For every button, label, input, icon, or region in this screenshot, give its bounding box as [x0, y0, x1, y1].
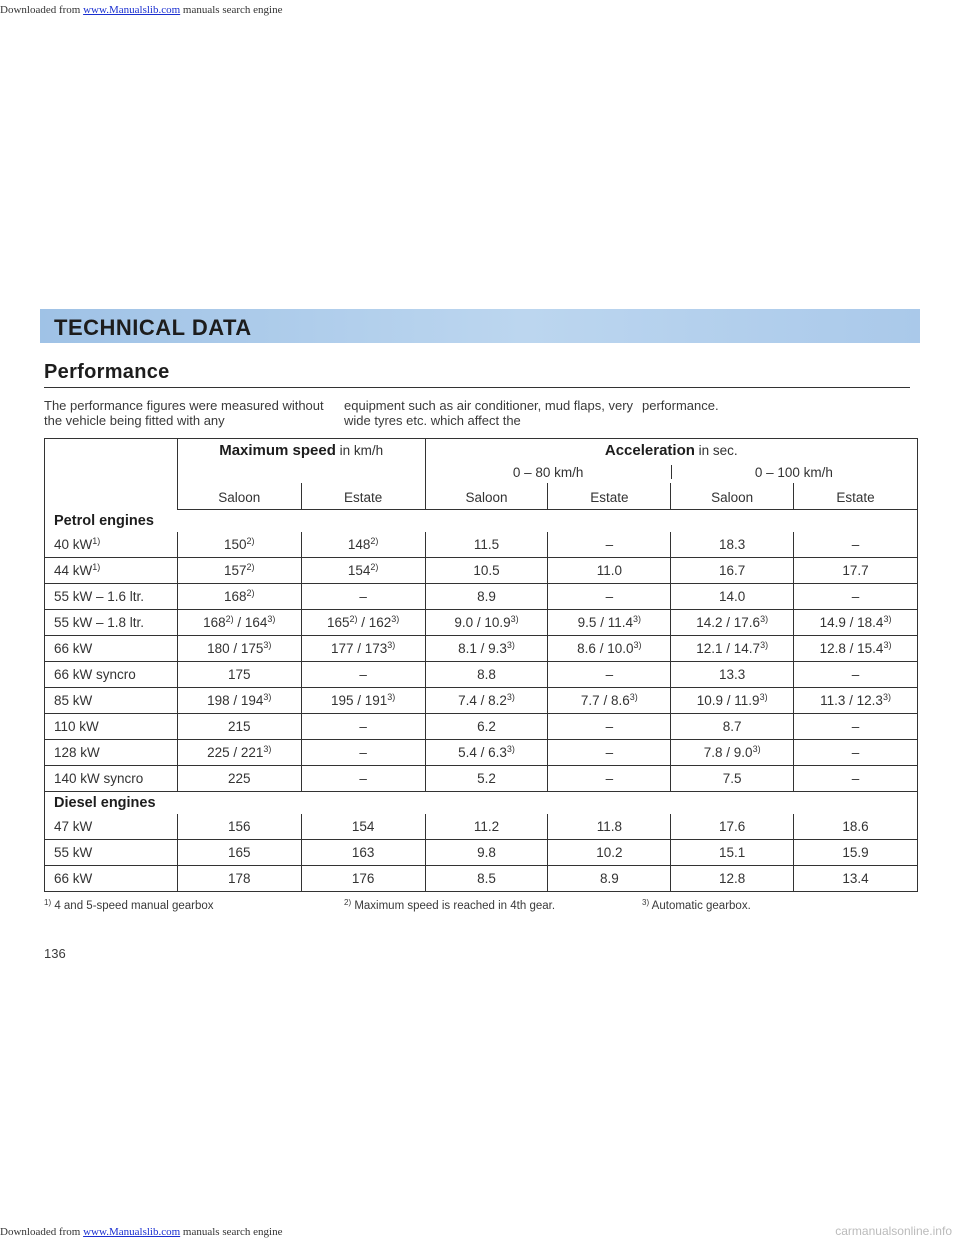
- cell-value: 178: [228, 871, 251, 886]
- source-link[interactable]: www.Manualslib.com: [83, 4, 181, 16]
- value-cell: [794, 740, 918, 766]
- cell-note: 3): [632, 614, 641, 624]
- value-cell: [671, 714, 794, 740]
- cell-value: 5.4 / 6.3: [458, 745, 507, 760]
- source-footer: [0, 1226, 960, 1238]
- value-cell: [794, 610, 918, 636]
- cell-value: 12.8: [719, 871, 746, 886]
- cell-note: 2): [370, 536, 379, 546]
- value-cell: [548, 840, 671, 866]
- cell-note: 3): [506, 744, 515, 754]
- col-head-estate-speed: [301, 483, 425, 510]
- col-head-saloon-80: [425, 483, 548, 510]
- engine-cell: [45, 636, 178, 662]
- engine-cell: [45, 714, 178, 740]
- max-speed-label: Maximum speed: [219, 441, 336, 459]
- table-row: [45, 610, 918, 636]
- cell-note: 3): [629, 692, 638, 702]
- cell-value-alt: / 162: [357, 615, 392, 630]
- cell-value: –: [359, 589, 367, 604]
- value-cell: [301, 584, 425, 610]
- range-100-header: [671, 461, 918, 483]
- cell-note: 3): [510, 614, 519, 624]
- table-row: [45, 866, 918, 892]
- cell-value: 13.3: [719, 667, 746, 682]
- engine-label: 47 kW: [54, 819, 93, 834]
- value-cell: [671, 662, 794, 688]
- value-cell: [425, 610, 548, 636]
- value-cell: [671, 814, 794, 840]
- value-cell: [425, 840, 548, 866]
- cell-note: 3): [506, 640, 515, 650]
- engine-cell: [45, 866, 178, 892]
- cell-value: –: [851, 745, 860, 760]
- engine-label: 55 kW – 1.8 ltr.: [54, 615, 145, 630]
- value-cell: [425, 714, 548, 740]
- col-label: Saloon: [465, 490, 508, 505]
- value-cell: [794, 584, 918, 610]
- value-cell: [177, 840, 301, 866]
- cell-value: 17.6: [719, 819, 746, 834]
- cell-note: 3): [882, 692, 891, 702]
- footer-prefix: Downloaded from: [0, 1226, 84, 1238]
- cell-value: 8.7: [722, 719, 742, 734]
- max-speed-header: [177, 439, 425, 462]
- col-head-estate-80: [548, 483, 671, 510]
- cell-value: 165: [228, 845, 251, 860]
- cell-note: 2): [225, 614, 234, 624]
- cell-value: 14.9 / 18.4: [819, 615, 884, 630]
- engine-cell: [45, 840, 178, 866]
- cell-value: –: [851, 667, 860, 682]
- col-head-saloon-speed: [177, 483, 301, 510]
- section-divider: [44, 387, 910, 388]
- performance-table: [44, 438, 918, 892]
- engine-cell: [45, 740, 178, 766]
- table-row: [45, 840, 918, 866]
- cell-value: 15.9: [842, 845, 869, 860]
- value-cell: [671, 688, 794, 714]
- engine-label: 128 kW: [54, 745, 100, 760]
- value-cell: [301, 610, 425, 636]
- cell-value: 10.5: [473, 563, 500, 578]
- section-title: Performance: [44, 361, 170, 383]
- cell-value: 168: [224, 589, 247, 604]
- cell-value: 14.2 / 17.6: [696, 615, 761, 630]
- table-row: [45, 662, 918, 688]
- cell-value: –: [605, 537, 614, 552]
- value-cell: [671, 636, 794, 662]
- diesel-engines-heading-label: Diesel engines: [45, 792, 918, 815]
- footnote-1: [44, 900, 214, 912]
- value-cell: [548, 610, 671, 636]
- range-separator: [671, 465, 673, 479]
- footnote-3: [642, 900, 751, 912]
- engine-label: 66 kW: [54, 641, 93, 656]
- cell-value: –: [605, 589, 614, 604]
- engine-note: 1): [92, 562, 101, 572]
- cell-value: –: [851, 589, 860, 604]
- max-speed-unit: in km/h: [335, 442, 384, 458]
- cell-note: 3): [263, 692, 272, 702]
- cell-note: 3): [759, 692, 768, 702]
- cell-value: –: [359, 667, 367, 682]
- cell-value: 8.9: [477, 589, 496, 604]
- value-cell: [794, 662, 918, 688]
- cell-value: 8.1 / 9.3: [458, 641, 507, 656]
- cell-value: 8.8: [477, 667, 496, 682]
- cell-value: 225 / 221: [207, 745, 264, 760]
- cell-value: 180 / 175: [207, 641, 264, 656]
- acceleration-unit: in sec.: [694, 442, 738, 458]
- cell-value: 215: [228, 719, 251, 734]
- cell-value: –: [605, 745, 614, 760]
- table-row: [45, 688, 918, 714]
- cell-value: 154: [347, 563, 371, 578]
- value-cell: [177, 740, 301, 766]
- engine-cell: [45, 558, 178, 584]
- value-cell: [671, 866, 794, 892]
- value-cell: [425, 532, 548, 558]
- value-cell: [301, 662, 425, 688]
- col-label: Estate: [343, 490, 383, 505]
- cell-value: 10.9 / 11.9: [696, 693, 760, 708]
- petrol-engines-heading-label: Petrol engines: [45, 510, 918, 533]
- cell-value: 198 / 194: [207, 693, 264, 708]
- acceleration-label: Acceleration: [604, 441, 695, 459]
- engine-label: 85 kW: [54, 693, 93, 708]
- cell-value: 11.2: [473, 819, 500, 834]
- cell-value: 17.7: [842, 563, 869, 578]
- cell-note: 2): [349, 614, 358, 624]
- table-row: [45, 558, 918, 584]
- header-corner: [45, 439, 178, 510]
- value-cell: [548, 814, 671, 840]
- engine-cell: [45, 814, 178, 840]
- cell-value: 7.7 / 8.6: [580, 693, 630, 708]
- cell-value: 13.4: [842, 871, 869, 886]
- cell-value: 165: [326, 615, 350, 630]
- cell-note: 3): [387, 692, 396, 702]
- cell-value: 156: [228, 819, 251, 834]
- banner-title: TECHNICAL DATA: [54, 315, 252, 340]
- value-cell: [425, 688, 548, 714]
- footnote-mark: 2): [344, 898, 352, 907]
- cell-value: 8.6 / 10.0: [577, 641, 634, 656]
- value-cell: [794, 636, 918, 662]
- engine-label: 55 kW – 1.6 ltr.: [54, 589, 145, 604]
- header-row-1: [45, 439, 918, 462]
- value-cell: [301, 814, 425, 840]
- footer-suffix: manuals search engine: [180, 1226, 283, 1238]
- value-cell: [548, 662, 671, 688]
- cell-value: 195 / 191: [330, 693, 388, 708]
- value-cell: [425, 740, 548, 766]
- value-cell: [794, 688, 918, 714]
- cell-value: 15.1: [719, 845, 746, 860]
- cell-note: 3): [263, 640, 272, 650]
- cell-value-alt: / 164: [233, 615, 268, 630]
- col-label: Saloon: [218, 490, 261, 505]
- value-cell: [177, 814, 301, 840]
- footnote-2: [344, 900, 555, 912]
- acceleration-header: [425, 439, 917, 462]
- value-cell: [177, 688, 301, 714]
- engine-cell: [45, 662, 178, 688]
- col-label: Saloon: [711, 490, 754, 505]
- cell-value: –: [851, 771, 860, 786]
- cell-value: 11.5: [473, 537, 500, 552]
- cell-note: 2): [246, 588, 255, 598]
- value-cell: [671, 840, 794, 866]
- cell-value: 18.6: [842, 819, 869, 834]
- intro-col-3: performance.: [642, 398, 719, 413]
- cell-note: 3): [760, 640, 769, 650]
- range-80-label: 0 – 80 km/h: [512, 464, 584, 480]
- value-cell: [548, 636, 671, 662]
- value-cell: [425, 766, 548, 792]
- cell-value: –: [605, 771, 614, 786]
- cell-value: 6.2: [477, 719, 496, 734]
- watermark: carmanualsonline.info: [835, 1224, 952, 1238]
- cell-value: –: [605, 667, 614, 682]
- cell-value: 177 / 173: [330, 641, 388, 656]
- value-cell: [301, 688, 425, 714]
- value-cell: [177, 866, 301, 892]
- value-cell: [548, 532, 671, 558]
- cell-value: 11.8: [596, 819, 622, 834]
- value-cell: [177, 766, 301, 792]
- footnote-text: 4 and 5-speed manual gearbox: [51, 900, 214, 912]
- range-100-label: 0 – 100 km/h: [754, 464, 833, 480]
- value-cell: [671, 532, 794, 558]
- value-cell: [301, 532, 425, 558]
- value-cell: [425, 866, 548, 892]
- cell-note: 3): [883, 640, 892, 650]
- cell-value: 5.2: [477, 771, 496, 786]
- cell-note: 2): [370, 562, 379, 572]
- page-number: 136: [44, 946, 66, 961]
- value-cell: [177, 558, 301, 584]
- col-head-saloon-100: [671, 483, 794, 510]
- cell-value: 7.4 / 8.2: [458, 693, 507, 708]
- diesel-engines-heading: [45, 792, 918, 815]
- value-cell: [548, 714, 671, 740]
- engine-label: 55 kW: [54, 845, 93, 860]
- col-label: Estate: [590, 490, 629, 505]
- engine-label: 66 kW syncro: [54, 667, 136, 682]
- cell-value: 7.5: [722, 771, 742, 786]
- value-cell: [425, 558, 548, 584]
- value-cell: [548, 866, 671, 892]
- cell-value: –: [851, 719, 860, 734]
- table-row: [45, 636, 918, 662]
- value-cell: [301, 558, 425, 584]
- engine-label: 66 kW: [54, 871, 93, 886]
- value-cell: [301, 636, 425, 662]
- cell-value: 11.3 / 12.3: [820, 693, 883, 708]
- footnote-mark: 3): [642, 898, 650, 907]
- cell-value: 8.9: [599, 871, 619, 886]
- value-cell: [548, 584, 671, 610]
- value-cell: [425, 584, 548, 610]
- engine-cell: [45, 532, 178, 558]
- table-row: [45, 714, 918, 740]
- cell-value: 16.7: [719, 563, 746, 578]
- value-cell: [425, 814, 548, 840]
- source-suffix: manuals search engine: [180, 4, 283, 16]
- max-speed-spacer: [177, 461, 425, 483]
- cell-value: 9.5 / 11.4: [577, 615, 633, 630]
- value-cell: [301, 866, 425, 892]
- cell-note: 3): [387, 640, 396, 650]
- value-cell: [177, 714, 301, 740]
- value-cell: [177, 610, 301, 636]
- engine-label: 40 kW: [54, 537, 93, 552]
- cell-value: 150: [224, 537, 247, 552]
- value-cell: [671, 584, 794, 610]
- cell-note-alt: 3): [267, 614, 276, 624]
- table-row: [45, 740, 918, 766]
- cell-value: 14.0: [719, 589, 746, 604]
- value-cell: [301, 714, 425, 740]
- intro-col-1: The performance figures were measured without the vehicle being fitted with any: [44, 398, 324, 428]
- cell-value: 157: [224, 563, 247, 578]
- col-head-estate-100: [794, 483, 918, 510]
- engine-note: 1): [92, 536, 101, 546]
- value-cell: [671, 610, 794, 636]
- cell-note: 3): [752, 744, 761, 754]
- engine-cell: [45, 688, 178, 714]
- value-cell: [794, 814, 918, 840]
- value-cell: [548, 766, 671, 792]
- range-80-header: [425, 461, 671, 483]
- value-cell: [548, 558, 671, 584]
- cell-value: –: [359, 771, 367, 786]
- section-banner: [40, 309, 920, 343]
- cell-note: 2): [246, 562, 255, 572]
- cell-value: 12.1 / 14.7: [696, 641, 761, 656]
- value-cell: [794, 532, 918, 558]
- cell-value: 10.2: [596, 845, 623, 860]
- value-cell: [301, 840, 425, 866]
- cell-value: 175: [228, 667, 251, 682]
- cell-note: 3): [633, 640, 642, 650]
- engine-label: 44 kW: [54, 563, 93, 578]
- col-label: Estate: [836, 490, 875, 505]
- value-cell: [548, 740, 671, 766]
- cell-value: 18.3: [719, 537, 746, 552]
- table-row: [45, 584, 918, 610]
- value-cell: [671, 558, 794, 584]
- value-cell: [794, 866, 918, 892]
- cell-note: 2): [246, 536, 255, 546]
- cell-value: 225: [228, 771, 251, 786]
- table-row: [45, 766, 918, 792]
- cell-value: 7.8 / 9.0: [703, 745, 753, 760]
- cell-value: –: [359, 745, 367, 760]
- value-cell: [548, 688, 671, 714]
- value-cell: [301, 740, 425, 766]
- table-row: [45, 814, 918, 840]
- cell-note: 3): [506, 692, 515, 702]
- cell-value: –: [605, 719, 614, 734]
- value-cell: [425, 662, 548, 688]
- intro-col-2: equipment such as air conditioner, mud flaps, very wide tyres etc. which affect the: [344, 398, 634, 428]
- cell-value: –: [851, 537, 860, 552]
- cell-note-alt: 3): [391, 614, 400, 624]
- engine-cell: [45, 584, 178, 610]
- cell-note: 3): [883, 614, 892, 624]
- footnote-mark: 1): [44, 898, 52, 907]
- cell-value: 148: [347, 537, 371, 552]
- footnote-text: Maximum speed is reached in 4th gear.: [351, 900, 556, 912]
- cell-note: 3): [760, 614, 769, 624]
- value-cell: [794, 840, 918, 866]
- value-cell: [177, 662, 301, 688]
- cell-value: 12.8 / 15.4: [819, 641, 884, 656]
- cell-value: 9.8: [477, 845, 496, 860]
- cell-value: 176: [351, 871, 375, 886]
- petrol-engines-heading: [45, 510, 918, 533]
- cell-value: 11.0: [596, 563, 622, 578]
- value-cell: [671, 766, 794, 792]
- value-cell: [177, 532, 301, 558]
- cell-note: 3): [263, 744, 272, 754]
- source-header: [0, 4, 282, 16]
- cell-value: 9.0 / 10.9: [454, 615, 511, 630]
- cell-value: 154: [351, 819, 375, 834]
- value-cell: [671, 740, 794, 766]
- engine-cell: [45, 610, 178, 636]
- table-row: [45, 532, 918, 558]
- footnote-text: Automatic gearbox.: [649, 900, 751, 912]
- value-cell: [425, 636, 548, 662]
- cell-value: 168: [203, 615, 226, 630]
- value-cell: [177, 636, 301, 662]
- value-cell: [177, 584, 301, 610]
- footer-link[interactable]: www.Manualslib.com: [83, 1226, 181, 1238]
- value-cell: [301, 766, 425, 792]
- engine-cell: [45, 766, 178, 792]
- source-prefix: Downloaded from: [0, 4, 84, 16]
- cell-value: 8.5: [477, 871, 496, 886]
- value-cell: [794, 558, 918, 584]
- engine-label: 110 kW: [54, 719, 99, 734]
- value-cell: [794, 714, 918, 740]
- engine-label: 140 kW syncro: [54, 771, 144, 786]
- cell-value: 163: [351, 845, 375, 860]
- value-cell: [794, 766, 918, 792]
- cell-value: –: [359, 719, 367, 734]
